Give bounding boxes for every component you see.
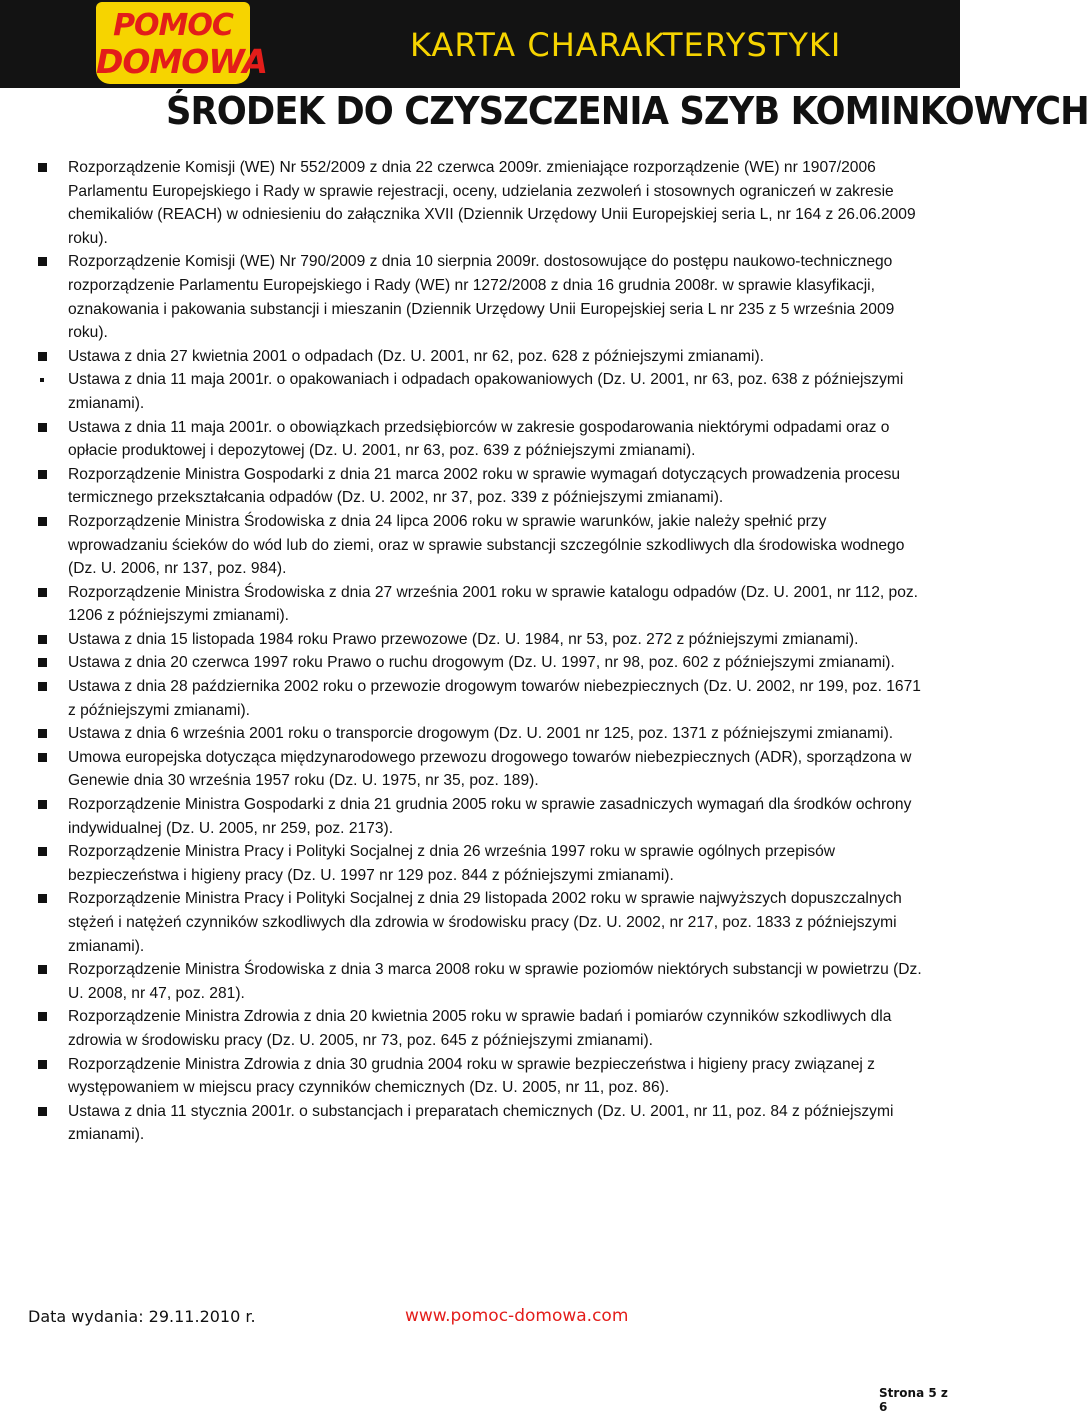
list-item	[38, 651, 928, 675]
list-item	[38, 1100, 928, 1147]
square-bullet-icon	[38, 1060, 47, 1069]
list-item	[38, 958, 928, 1005]
square-bullet-icon	[38, 894, 47, 903]
list-item-text: Rozporządzenie Ministra Środowiska z dnia 27 września 2001 roku w sprawie katalogu odpadów (Dz. U. 2001, nr 112, poz. 1206 z późniejszymi zmianami).	[68, 583, 919, 625]
list-item-text: Rozporządzenie Ministra Środowiska z dnia 24 lipca 2006 roku w sprawie warunków, jakie należy spełnić przy wprowadzaniu ścieków do wód lub do ziemi, oraz w sprawie substancji szczególnie szkodliwych dla środowiska wodnego (Dz. U. 2006, nr 137, poz. 984).	[68, 512, 905, 578]
issue-date: Data wydania: 29.11.2010 r.	[28, 1307, 256, 1326]
list-item	[38, 628, 928, 652]
list-item	[38, 510, 928, 581]
list-item	[38, 887, 928, 958]
banner-title: KARTA CHARAKTERYSTYKI	[410, 26, 842, 64]
square-bullet-icon	[38, 965, 47, 974]
square-bullet-icon	[40, 378, 44, 382]
list-item	[38, 1053, 928, 1100]
square-bullet-icon	[38, 517, 47, 526]
square-bullet-icon	[38, 423, 47, 432]
list-item	[38, 156, 928, 250]
list-item	[38, 793, 928, 840]
square-bullet-icon	[38, 847, 47, 856]
list-item-text: Rozporządzenie Ministra Pracy i Polityki Socjalnej z dnia 26 września 1997 roku w sprawie ogólnych przepisów bezpieczeństwa i higieny pracy (Dz. U. 1997 nr 129 poz. 844 z późniejszymi zmianami).	[68, 843, 836, 884]
square-bullet-icon	[38, 658, 47, 667]
list-item-text: Ustawa z dnia 11 maja 2001r. o opakowaniach i odpadach opakowaniowych (Dz. U. 2001, nr 63, poz. 638 z późniejszymi zmianami).	[68, 371, 904, 412]
list-item-text: Ustawa z dnia 15 listopada 1984 roku Prawo przewozowe (Dz. U. 1984, nr 53, poz. 272 z późniejszymi zmianami).	[68, 630, 859, 648]
square-bullet-icon	[38, 635, 47, 644]
list-item	[38, 722, 928, 746]
brand-logo	[96, 2, 268, 84]
list-item-text: Rozporządzenie Komisji (WE) Nr 790/2009 z dnia 10 sierpnia 2009r. dostosowujące do postępu naukowo-technicznego rozporządzenie Parlamentu Europejskiego i Rady (WE) nr 1272/2008 z dnia 16 grudnia 2008r. w sprawie klasyfikacji, oznakowania i pakowania substancji i mieszanin (Dziennik Urzędowy Unii Europejskiej seria L nr 235 z 5 września 2009 roku).	[68, 253, 895, 342]
square-bullet-icon	[38, 753, 47, 762]
list-item	[38, 463, 928, 510]
header-banner	[0, 0, 960, 88]
list-item-text: Rozporządzenie Ministra Gospodarki z dnia 21 marca 2002 roku w sprawie wymagań dotyczących prowadzenia procesu termicznego przekształcania odpadów (Dz. U. 2002, nr 37, poz. 339 z późniejszymi zmianami).	[68, 465, 901, 507]
square-bullet-icon	[38, 682, 47, 691]
square-bullet-icon	[38, 1012, 47, 1021]
list-item-text: Rozporządzenie Komisji (WE) Nr 552/2009 z dnia 22 czerwca 2009r. zmieniające rozporządzenie (WE) nr 1907/2006 Parlamentu Europejskiego i Rady w sprawie rejestracji, oceny, udzielania zezwoleń i stosownych ograniczeń w zakresie chemikaliów (REACH) w odniesieniu do załącznika XVII (Dziennik Urzędowy Unii Europejskiej seria L, nr 164 z 26.06.2009 roku).	[68, 159, 916, 247]
regulations-list	[38, 156, 928, 1147]
list-item	[38, 1005, 928, 1052]
list-item	[38, 675, 928, 722]
square-bullet-icon	[38, 352, 47, 361]
list-item-text: Ustawa z dnia 11 stycznia 2001r. o substancjach i preparatach chemicznych (Dz. U. 2001, nr 11, poz. 84 z późniejszymi zmianami).	[68, 1102, 894, 1144]
list-item-text: Rozporządzenie Ministra Pracy i Polityki Socjalnej z dnia 29 listopada 2002 roku w sprawie najwyższych dopuszczalnych stężeń i natężeń czynników szkodliwych dla zdrowia w środowisku pracy (Dz. U. 2002, nr 217, poz. 1833 z późniejszymi zmianami).	[68, 890, 902, 955]
square-bullet-icon	[38, 163, 47, 172]
document-title: ŚRODEK DO CZYSZCZENIA SZYB KOMINKOWYCH	[166, 89, 1089, 133]
list-item	[38, 345, 928, 369]
list-item-text: Ustawa z dnia 6 września 2001 roku o transporcie drogowym (Dz. U. 2001 nr 125, poz. 1371 z późniejszymi zmianami).	[68, 725, 894, 743]
list-item	[38, 840, 928, 887]
list-item	[38, 416, 928, 463]
list-item-text: Umowa europejska dotycząca międzynarodowego przewozu drogowego towarów niebezpiecznych (ADR), sporządzona w Genewie dnia 30 września 1957 roku (Dz. U. 1975, nr 35, poz. 189).	[68, 748, 912, 790]
list-item-text: Ustawa z dnia 27 kwietnia 2001 o odpadach (Dz. U. 2001, nr 62, poz. 628 z późniejszymi zmianami).	[68, 347, 765, 365]
list-item-text: Ustawa z dnia 11 maja 2001r. o obowiązkach przedsiębiorców w zakresie gospodarowania niektórymi odpadami oraz o opłacie produktowej i depozytowej (Dz. U. 2001, nr 63, poz. 639 z późniejszymi zmianami).	[68, 418, 890, 460]
list-item-text: Ustawa z dnia 28 października 2002 roku o przewozie drogowym towarów niebezpiecznych (Dz. U. 2002, nr 199, poz. 1671 z późniejszymi zmianami).	[68, 678, 921, 719]
list-item	[38, 368, 928, 415]
list-item	[38, 581, 928, 628]
square-bullet-icon	[38, 1107, 47, 1116]
list-item	[38, 746, 928, 793]
list-item-text: Rozporządzenie Ministra Gospodarki z dnia 21 grudnia 2005 roku w sprawie zasadniczych wymagań dla środków ochrony indywidualnej (Dz. U. 2005, nr 259, poz. 2173).	[68, 796, 912, 837]
logo-text-line2: DOMOWA	[96, 42, 268, 81]
square-bullet-icon	[38, 257, 47, 266]
list-item-text: Rozporządzenie Ministra Środowiska z dnia 3 marca 2008 roku w sprawie poziomów niektórych substancji w powietrzu (Dz. U. 2008, nr 47, poz. 281).	[68, 961, 922, 1002]
list-item	[38, 250, 928, 344]
square-bullet-icon	[38, 588, 47, 597]
page-number: Strona 5 z 6	[879, 1386, 948, 1414]
square-bullet-icon	[38, 470, 47, 479]
list-item-text: Rozporządzenie Ministra Zdrowia z dnia 30 grudnia 2004 roku w sprawie bezpieczeństwa i higieny pracy związanej z występowaniem w miejscu pracy czynników chemicznych (Dz. U. 2005, nr 11, poz. 86).	[68, 1055, 875, 1097]
list-item-text: Rozporządzenie Ministra Zdrowia z dnia 20 kwietnia 2005 roku w sprawie badań i pomiarów czynników szkodliwych dla zdrowia w środowisku pracy (Dz. U. 2005, nr 73, poz. 645 z późniejszymi zmianami).	[68, 1008, 892, 1049]
list-item-text: Ustawa z dnia 20 czerwca 1997 roku Prawo o ruchu drogowym (Dz. U. 1997, nr 98, poz. 602 z późniejszymi zmianami).	[68, 654, 895, 672]
square-bullet-icon	[38, 800, 47, 809]
website-link[interactable]: www.pomoc-domowa.com	[405, 1306, 629, 1326]
logo-text-line1: POMOC	[113, 8, 233, 43]
square-bullet-icon	[38, 729, 47, 738]
